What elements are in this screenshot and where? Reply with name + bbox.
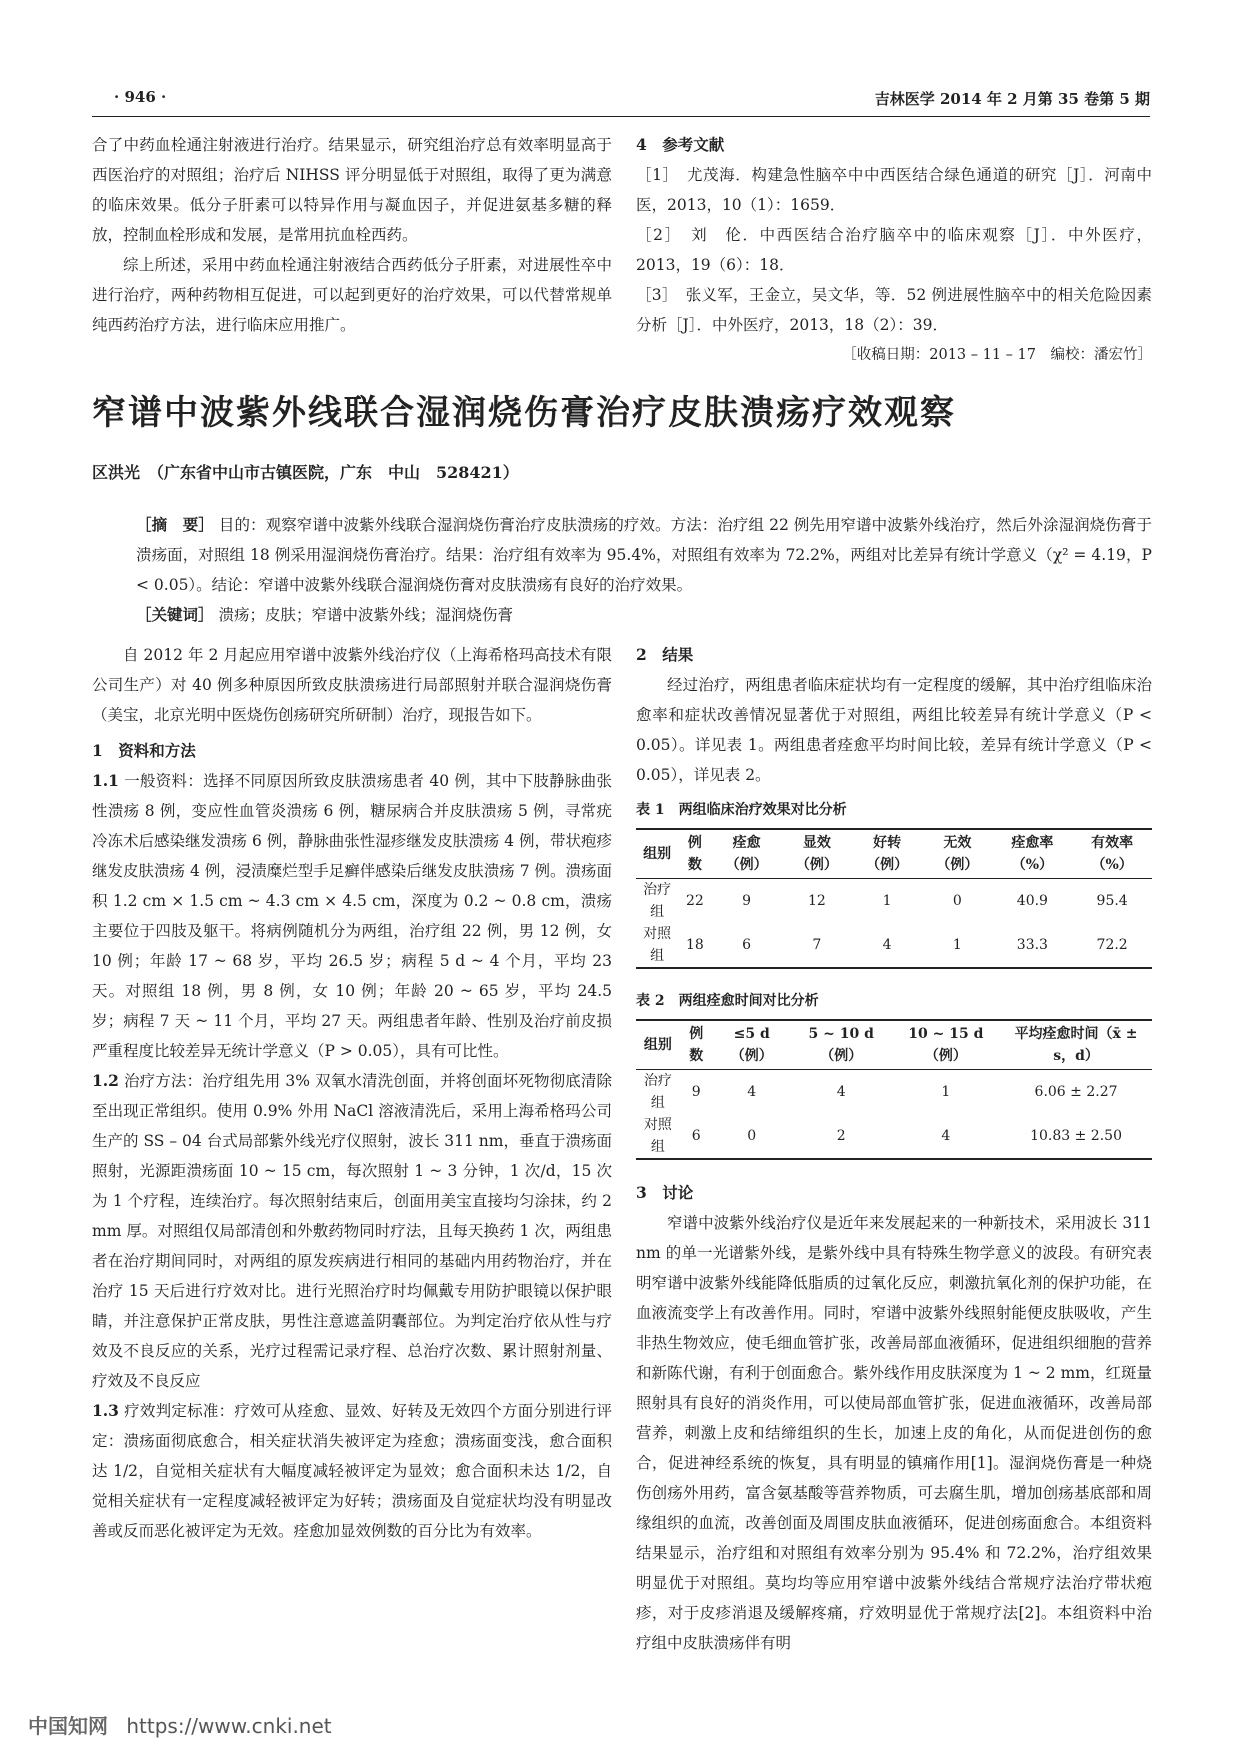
table-row: [636, 1114, 1152, 1159]
table-cell: 9: [691, 1084, 701, 1100]
cnki-logo: 中国知网: [28, 1714, 108, 1738]
prev-conclusion: 综上所述，采用中药血栓通注射液结合西药低分子肝素，对进展性卒中进行治疗，两种药物相互促进，可以起到更好的治疗效果，可以代替常规单纯西药治疗方法，进行临床应用推广。: [92, 256, 612, 334]
table2-caption: 表 2 两组痊愈时间对比分析: [636, 993, 819, 1009]
prev-paragraph: 合了中药血栓通注射液进行治疗。结果显示，研究组治疗总有效率明显高于西医治疗的对照组；治疗后 NIHSS 评分明显低于对照组，取得了更为满意的临床效果。低分子肝素可以特异作用与凝血因子，并促进氨基多糖的释放，控制血栓形成和发展，是常用抗血栓西药。: [92, 136, 612, 244]
table-cell: 0: [952, 893, 962, 909]
table-header-cell: 组别: [643, 1037, 672, 1053]
received-date: ［收稿日期：2013 – 11 – 17 编校：潘宏竹］: [842, 347, 1152, 363]
table-cell: 22: [685, 893, 704, 909]
subsection-number: 1.1: [92, 771, 119, 790]
page-number: · 946 ·: [114, 88, 167, 106]
table-cell: 12: [807, 893, 826, 909]
table-cell: 治疗组: [643, 882, 672, 920]
table-header-row: [636, 1020, 1152, 1070]
table-header-cell: 平均痊愈时间（x̄ ± s，d）: [1014, 1026, 1138, 1064]
section-heading: 1 资料和方法: [92, 741, 196, 760]
table-header-row: [636, 829, 1152, 879]
table-cell: 6: [680, 1114, 713, 1159]
table-header-cell: 5 ~ 10 d（例）: [808, 1026, 874, 1064]
journal-info: 吉林医学 2014 年 2 月第 35 卷第 5 期: [874, 90, 1150, 108]
article-title: 窄谱中波紫外线联合湿润烧伤膏治疗皮肤溃疡疗效观察: [92, 393, 956, 433]
table-cell: 6: [711, 923, 781, 968]
table-cell: 40.9: [1016, 893, 1048, 909]
results-paragraph: 经过治疗，两组患者临床症状均有一定程度的缓解，其中治疗组临床治愈率和症状改善情况显著优于对照组，两组比较差异有统计学意义（P < 0.05）。详见表 1。两组患者痊愈平均时间比较，差异有统计学意义（P < 0.05），详见表 2。: [636, 676, 1152, 784]
table-cell: 4: [852, 923, 922, 968]
table-cell: 7: [782, 923, 852, 968]
table-cell: 4: [892, 1114, 1000, 1159]
cnki-watermark: [28, 1710, 332, 1739]
table-cell: 33.3: [993, 923, 1073, 968]
table-cell: 4: [747, 1084, 757, 1100]
subsection-number: 1.3: [92, 1401, 119, 1420]
abstract-text: 目的：观察窄谱中波紫外线联合湿润烧伤膏治疗皮肤溃疡的疗效。方法：治疗组 22 例先用窄谱中波紫外线治疗，然后外涂湿润烧伤膏于溃疡面，对照组 18 例采用湿润烧伤膏治疗。结果：治疗组有效率为 95.4%，对照组有效率为 72.2%，两组对比差异有统计学意义（χ² = 4.19，P < 0.05）。结论：窄谱中波紫外线联合湿润烧伤膏对皮肤溃疡有良好的治疗效果。: [136, 516, 1152, 594]
table-row: [636, 923, 1152, 968]
table-cell: 1: [882, 893, 892, 909]
table-header-cell: 例数: [689, 1026, 704, 1064]
cnki-url[interactable]: https://www.cnki.net: [126, 1714, 332, 1738]
table-header-cell: 有效率（%）: [1091, 835, 1134, 873]
table-cell: 18: [678, 923, 711, 968]
table1: [636, 828, 1152, 969]
table-header-cell: 痊愈率（%）: [1011, 835, 1054, 873]
table-header-cell: ≤5 d（例）: [730, 1026, 773, 1064]
criteria-text: 疗效判定标准：疗效可从痊愈、显效、好转及无效四个方面分别进行评定：溃疡面彻底愈合，相关症状消失被评定为痊愈；溃疡面变浅，愈合面积达 1/2，自觉相关症状有大幅度减轻被评定为显效；愈合面积未达 1/2，自觉相关症状有一定程度减轻被评定为好转；溃疡面及自觉症状均没有明显改善或反而恶化被评定为无效。痊愈加显效例数的百分比为有效率。: [92, 1402, 612, 1540]
body-left-column: [92, 640, 612, 1546]
table-header-cell: 显效（例）: [795, 835, 838, 873]
author-line: 区洪光 （广东省中山市古镇医院，广东 中山 528421）: [92, 463, 519, 482]
table-cell: 4: [836, 1084, 846, 1100]
reference-item: ［2］ 刘 伦．中西医结合治疗脑卒中的临床观察［J］．中外医疗，2013，19（6）：18．: [636, 226, 1152, 274]
body-right-column: [636, 640, 1152, 1658]
table-cell: 0: [713, 1114, 791, 1159]
table-header-cell: 组别: [643, 846, 672, 862]
table-cell: 95.4: [1096, 893, 1128, 909]
table-cell: 72.2: [1072, 923, 1152, 968]
keywords-text: 溃疡；皮肤；窄谱中波紫外线；湿润烧伤膏: [218, 606, 513, 624]
table-header-cell: 无效（例）: [936, 835, 979, 873]
table-cell: 1: [941, 1084, 951, 1100]
intro-paragraph: 自 2012 年 2 月起应用窄谱中波紫外线治疗仪（上海希格玛高技术有限公司生产）对 40 例多种原因所致皮肤溃疡进行局部照射并联合湿润烧伤膏（美宝，北京光明中医烧伤创疡研究所研制）治疗，现报告如下。: [92, 646, 612, 724]
table-cell: 9: [742, 893, 752, 909]
table-cell: 6.06 ± 2.27: [1034, 1084, 1118, 1100]
general-data-text: 一般资料：选择不同原因所致皮肤溃疡患者 40 例，其中下肢静脉曲张性溃疡 8 例，变应性血管炎溃疡 6 例，糖尿病合并皮肤溃疡 5 例，寻常疣冷冻术后感染继发溃疡 6 例，静脉曲张性湿疹继发皮肤溃疡 4 例，带状疱疹继发皮肤溃疡 4 例，浸渍糜烂型手足癣伴感染后继发皮肤溃疡 7 例。溃疡面积 1.2 cm × 1.5 cm ~ 4.3 cm × 4.5 cm，深度为 0.2 ~ 0.8 cm，溃疡主要位于四肢及躯干。将病例随机分为两组，治疗组 22 例，男 12 例，女 10 例；年龄 17 ~ 68 岁，平均 26.5 岁；病程 5 d ~ 4 个月，平均 23 天。对照组 18 例，男 8 例，女 10 例；年龄 20 ~ 65 岁，平均 24.5 岁；病程 7 天 ~ 11 个月，平均 27 天。两组患者年龄、性别及治疗前皮损严重程度比较差异无统计学意义（P > 0.05），具有可比性。: [92, 772, 612, 1060]
table-header-cell: 痊愈（例）: [725, 835, 768, 873]
discussion-paragraph: 窄谱中波紫外线治疗仪是近年来发展起来的一种新技术，采用波长 311 nm 的单一光谱紫外线，是紫外线中具有特殊生物学意义的波段。有研究表明窄谱中波紫外线能降低脂质的过氧化反应，刺激抗氧化剂的保护功能，在血液流变学上有改善作用。同时，窄谱中波紫外线照射能便皮肤吸收，产生非热生物效应，使毛细血管扩张，改善局部血液循环，促进组织细胞的营养和新陈代谢，有利于创面愈合。紫外线作用皮肤深度为 1 ~ 2 mm，红斑量照射具有良好的消炎作用，可以使局部血管扩张，促进血液循环，改善局部营养，刺激上皮和结缔组织的生长，加速上皮的角化，从而促进创伤的愈合，促进神经系统的恢复，具有明显的镇痛作用[1]。湿润烧伤膏是一种烧伤创疡外用药，富含氨基酸等营养物质，可去腐生肌，增加创疡基底部和周缘组织的血流，改善创面及周围皮肤血液循环，促进创疡面愈合。本组资料结果显示，治疗组和对照组有效率分别为 95.4% 和 72.2%，治疗组效果明显优于对照组。莫均均等应用窄谱中波紫外线结合常规疗法治疗带状疱疹，对于皮疹消退及缓解疼痛，疗效明显优于常规疗法[2]。本组资料中治疗组中皮肤溃疡伴有明: [636, 1214, 1152, 1652]
table-cell: 2: [791, 1114, 892, 1159]
table-header-cell: 例数: [687, 835, 702, 873]
table-row: [636, 1070, 1152, 1115]
table-header-cell: 10 ~ 15 d（例）: [908, 1026, 984, 1064]
section-heading: 3 讨论: [636, 1183, 694, 1202]
table1-caption: 表 1 两组临床治疗效果对比分析: [636, 802, 847, 818]
table-cell: 对照组: [636, 923, 678, 968]
table-header-cell: 好转（例）: [866, 835, 909, 873]
table-cell: 10.83 ± 2.50: [1000, 1114, 1152, 1159]
header-rule: [92, 116, 1150, 117]
treatment-method-text: 治疗方法：治疗组先用 3% 双氧水清洗创面，并将创面坏死物彻底清除至出现正常组织。使用 0.9% 外用 NaCl 溶液清洗后，采用上海希格玛公司生产的 SS – 04 台式局部紫外线光疗仪照射，波长 311 nm，垂直于溃疡面照射，光源距溃疡面 10 ~ 15 cm，每次照射 1 ~ 3 分钟，1 次/d，15 次为 1 个疗程，连续治疗。每次照射结束后，创面用美宝直接均匀涂抹，约 2 mm 厚。对照组仅局部清创和外敷药物同时疗法，且每天换药 1 次，两组患者在治疗期间同时，对两组的原发疾病进行相同的基础内用药物治疗，并在治疗 15 天后进行疗效对比。进行光照治疗时均佩戴专用防护眼镜以保护眼睛，并注意保护正常皮肤，男性注意遮盖阴囊部位。为判定治疗依从性与疗效及不良反应的关系，光疗过程需记录疗程、总治疗次数、累计照射剂量、疗效及不良反应: [92, 1072, 612, 1390]
prev-article-left: [92, 130, 612, 340]
abstract-label: ［摘 要］: [136, 515, 214, 534]
keywords-label: ［关键词］: [136, 605, 214, 624]
references-heading: 4 参考文献: [636, 135, 725, 154]
abstract-block: [136, 510, 1152, 630]
table-cell: 治疗组: [643, 1073, 672, 1111]
table-cell: 1: [922, 923, 992, 968]
reference-item: ［3］ 张义军，王金立，吴文华，等．52 例进展性脑卒中的相关危险因素分析［J］．中外医疗，2013，18（2）：39．: [636, 286, 1152, 334]
references: [636, 130, 1152, 370]
section-heading: 2 结果: [636, 645, 694, 664]
table-cell: 对照组: [636, 1114, 680, 1159]
reference-item: ［1］ 尤茂海．构建急性脑卒中中西医结合绿色通道的研究［J］．河南中医，2013，10（1）：1659．: [636, 166, 1152, 214]
table2: [636, 1019, 1152, 1160]
table-row: [636, 879, 1152, 924]
subsection-number: 1.2: [92, 1071, 119, 1090]
